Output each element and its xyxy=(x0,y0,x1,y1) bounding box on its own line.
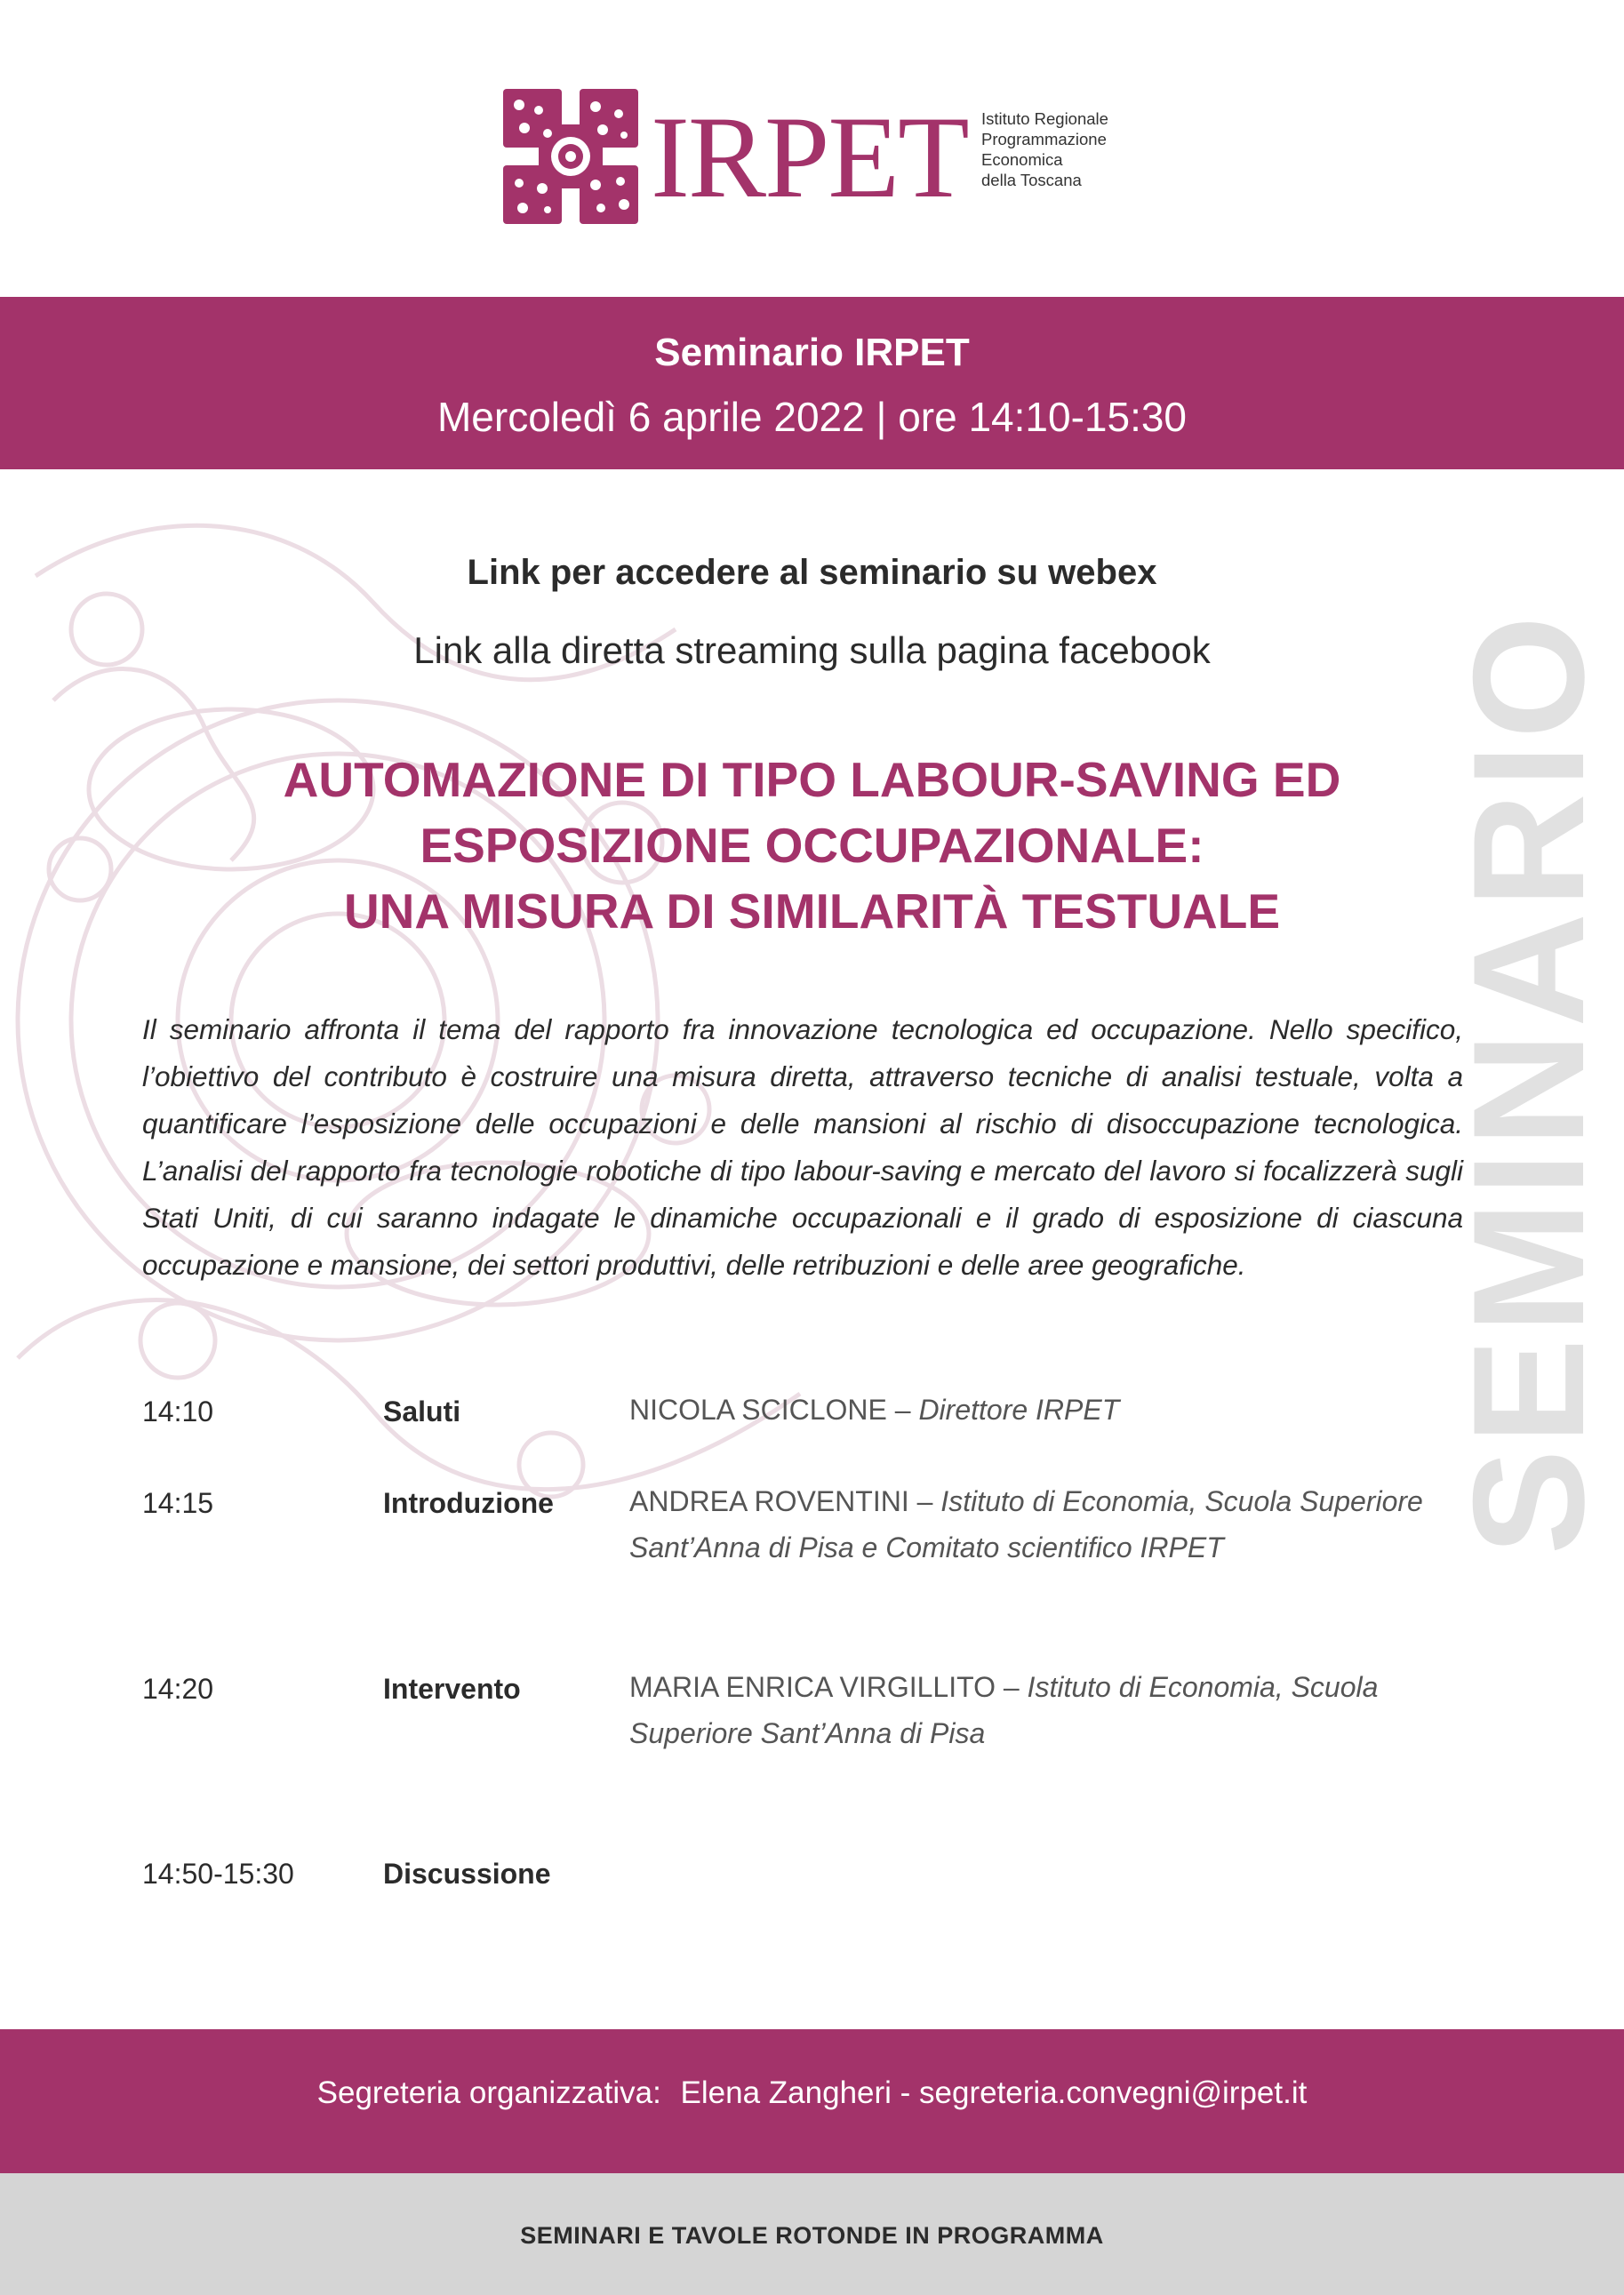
program-speaker xyxy=(629,1387,1483,1433)
irpet-logo-mark xyxy=(503,89,638,224)
talk-title-line: AUTOMAZIONE DI TIPO LABOUR-SAVING ED xyxy=(283,752,1341,807)
contact-value[interactable]: Elena Zangheri - segreteria.convegni@irpet.it xyxy=(680,2075,1308,2110)
programme-band xyxy=(0,2173,1624,2295)
header-band xyxy=(0,297,1624,469)
logo-subtitle-line: della Toscana xyxy=(981,171,1082,189)
program-label: Intervento xyxy=(383,1673,521,1705)
contact-line xyxy=(0,2075,1624,2111)
program-speaker xyxy=(629,1478,1483,1571)
speaker-name: MARIA ENRICA VIRGILLITO – xyxy=(629,1671,1020,1703)
logo-subtitle-line: Istituto Regionale xyxy=(981,109,1108,128)
logo-subtitle-line: Economica xyxy=(981,150,1063,169)
program-time: 14:15 xyxy=(142,1487,214,1519)
webex-link[interactable]: Link per accedere al seminario su webex xyxy=(467,553,1157,592)
seminar-date-time: Mercoledì 6 aprile 2022 | ore 14:10-15:30 xyxy=(436,394,1188,440)
speaker-affiliation: Direttore IRPET xyxy=(918,1394,1120,1426)
program-label: Introduzione xyxy=(383,1487,554,1519)
program-time: 14:20 xyxy=(142,1673,214,1705)
talk-title xyxy=(107,747,1517,944)
speaker-name: ANDREA ROVENTINI – xyxy=(629,1485,933,1517)
seminar-title: Seminario IRPET xyxy=(654,331,970,374)
talk-title-line: UNA MISURA DI SIMILARITÀ TESTUALE xyxy=(343,884,1281,939)
speaker-affiliation: Istituto di Economia, Scuola Superiore Sant’Anna di Pisa xyxy=(629,1671,1379,1749)
program-label: Saluti xyxy=(383,1395,461,1427)
program-label: Discussione xyxy=(383,1858,551,1890)
contact-band xyxy=(0,2029,1624,2173)
speaker-affiliation: Istituto di Economia, Scuola Superiore Sant’Anna di Pisa e Comitato scientifico IRPET xyxy=(629,1485,1423,1563)
abstract-paragraph: Il seminario affronta il tema del rapporto fra innovazione tecnologica ed occupazione. Nello specifico, l’obiettivo del contributo è costruire una misura diretta, attraverso tecniche di analisi testuale, volta a quantificare l’esposizione delle occupazioni e delle mansioni al rischio di disoccupazione tecnologica. L’analisi del rapporto fra tecnologie robotiche di tipo labour-saving e mercato del lavoro si focalizzerà sugli Stati Uniti, di cui saranno indagate le dinamiche occupazionali e il grado di esposizione di ciascuna occupazione e mansione, dei settori produttivi, delle retribuzioni e delle aree geografiche. xyxy=(142,1013,1463,1281)
program-time: 14:50-15:30 xyxy=(142,1858,294,1890)
logo-subtitle-line: Programmazione xyxy=(981,130,1107,148)
side-vertical-label: SEMINARIO xyxy=(1440,610,1617,1555)
irpet-wordmark: IRPET xyxy=(651,92,968,222)
program-time: 14:10 xyxy=(142,1395,214,1427)
facebook-stream-link[interactable]: Link alla diretta streaming sulla pagina facebook xyxy=(413,629,1211,671)
programme-heading: SEMINARI E TAVOLE ROTONDE IN PROGRAMMA xyxy=(520,2222,1104,2249)
logo-subtitle xyxy=(981,108,1195,190)
contact-label: Segreteria organizzativa: xyxy=(316,2075,661,2110)
speaker-name: NICOLA SCICLONE – xyxy=(629,1394,911,1426)
talk-title-line: ESPOSIZIONE OCCUPAZIONALE: xyxy=(420,818,1204,873)
program-speaker xyxy=(629,1664,1456,1756)
